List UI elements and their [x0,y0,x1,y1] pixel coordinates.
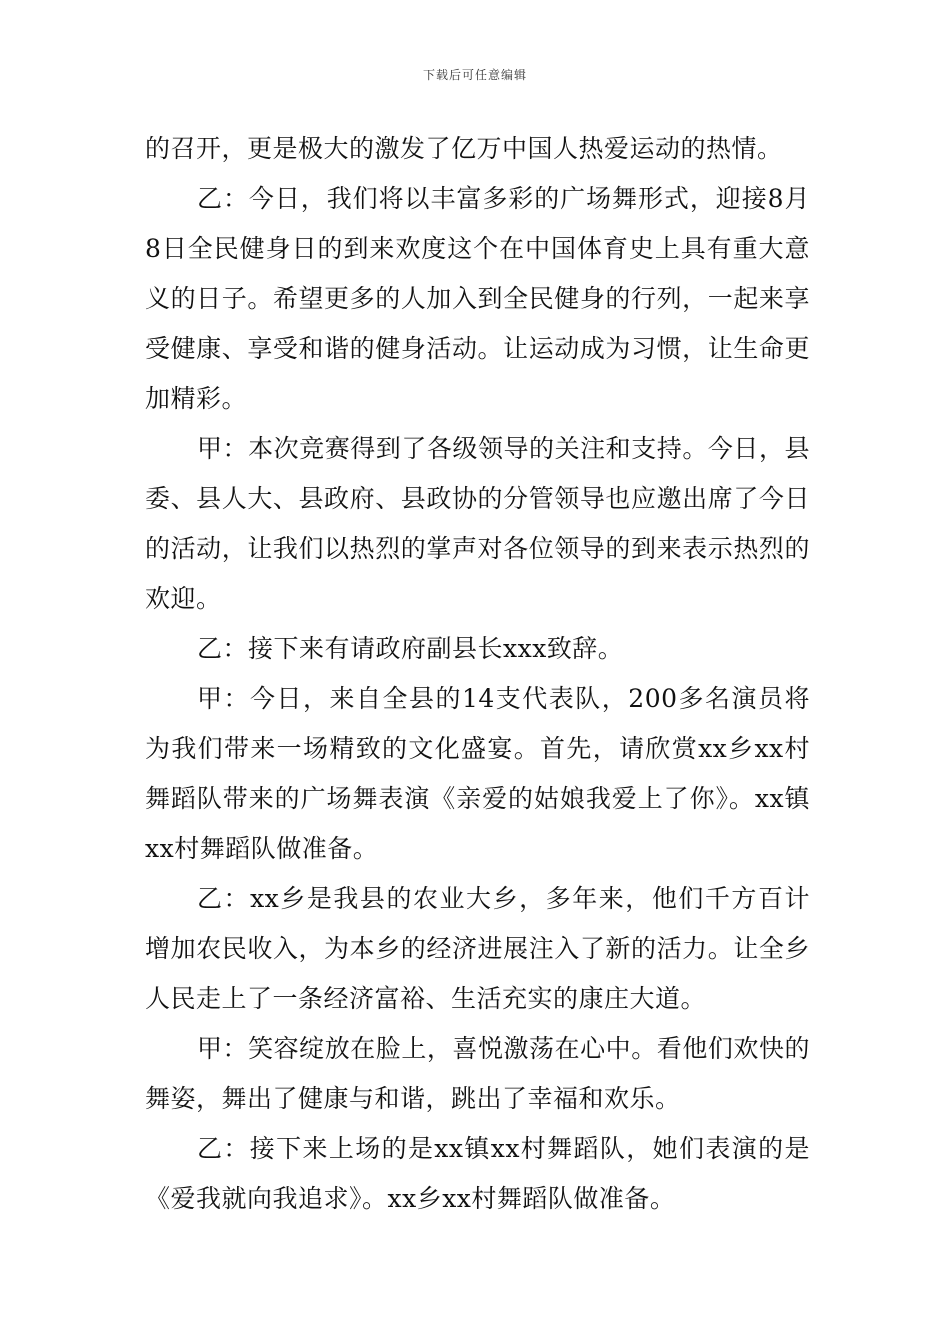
document-body [145,124,810,1224]
paragraph: 甲：笑容绽放在脸上，喜悦激荡在心中。看他们欢快的舞姿，舞出了健康与和谐，跳出了幸福和欢乐。 [145,1034,810,1113]
paragraph: 的召开，更是极大的激发了亿万中国人热爱运动的热情。 [145,134,783,163]
page-header: 下载后可任意编辑 [422,68,527,82]
paragraph: 乙：今日，我们将以丰富多彩的广场舞形式，迎接8月8日全民健身日的到来欢度这个在中国体育史上具有重大意义的日子。希望更多的人加入到全民健身的行列，一起来享受健康、享受和谐的健身活动。让运动成为习惯，让生命更加精彩。 [145,184,810,413]
paragraph: 甲：本次竞赛得到了各级领导的关注和支持。今日，县委、县人大、县政府、县政协的分管领导也应邀出席了今日的活动，让我们以热烈的掌声对各位领导的到来表示热烈的欢迎。 [145,434,810,613]
paragraph: 甲：今日，来自全县的14支代表队，200多名演员将为我们带来一场精致的文化盛宴。首先，请欣赏xx乡xx村舞蹈队带来的广场舞表演《亲爱的姑娘我爱上了你》。xx镇xx村舞蹈队做准备。 [145,684,810,863]
paragraph: 乙：xx乡是我县的农业大乡，多年来，他们千方百计增加农民收入，为本乡的经济进展注入了新的活力。让全乡人民走上了一条经济富裕、生活充实的康庄大道。 [145,884,810,1013]
paragraph: 乙：接下来上场的是xx镇xx村舞蹈队，她们表演的是《爱我就向我追求》。xx乡xx村舞蹈队做准备。 [145,1134,810,1213]
paragraph: 乙：接下来有请政府副县长xxx致辞。 [197,634,624,663]
